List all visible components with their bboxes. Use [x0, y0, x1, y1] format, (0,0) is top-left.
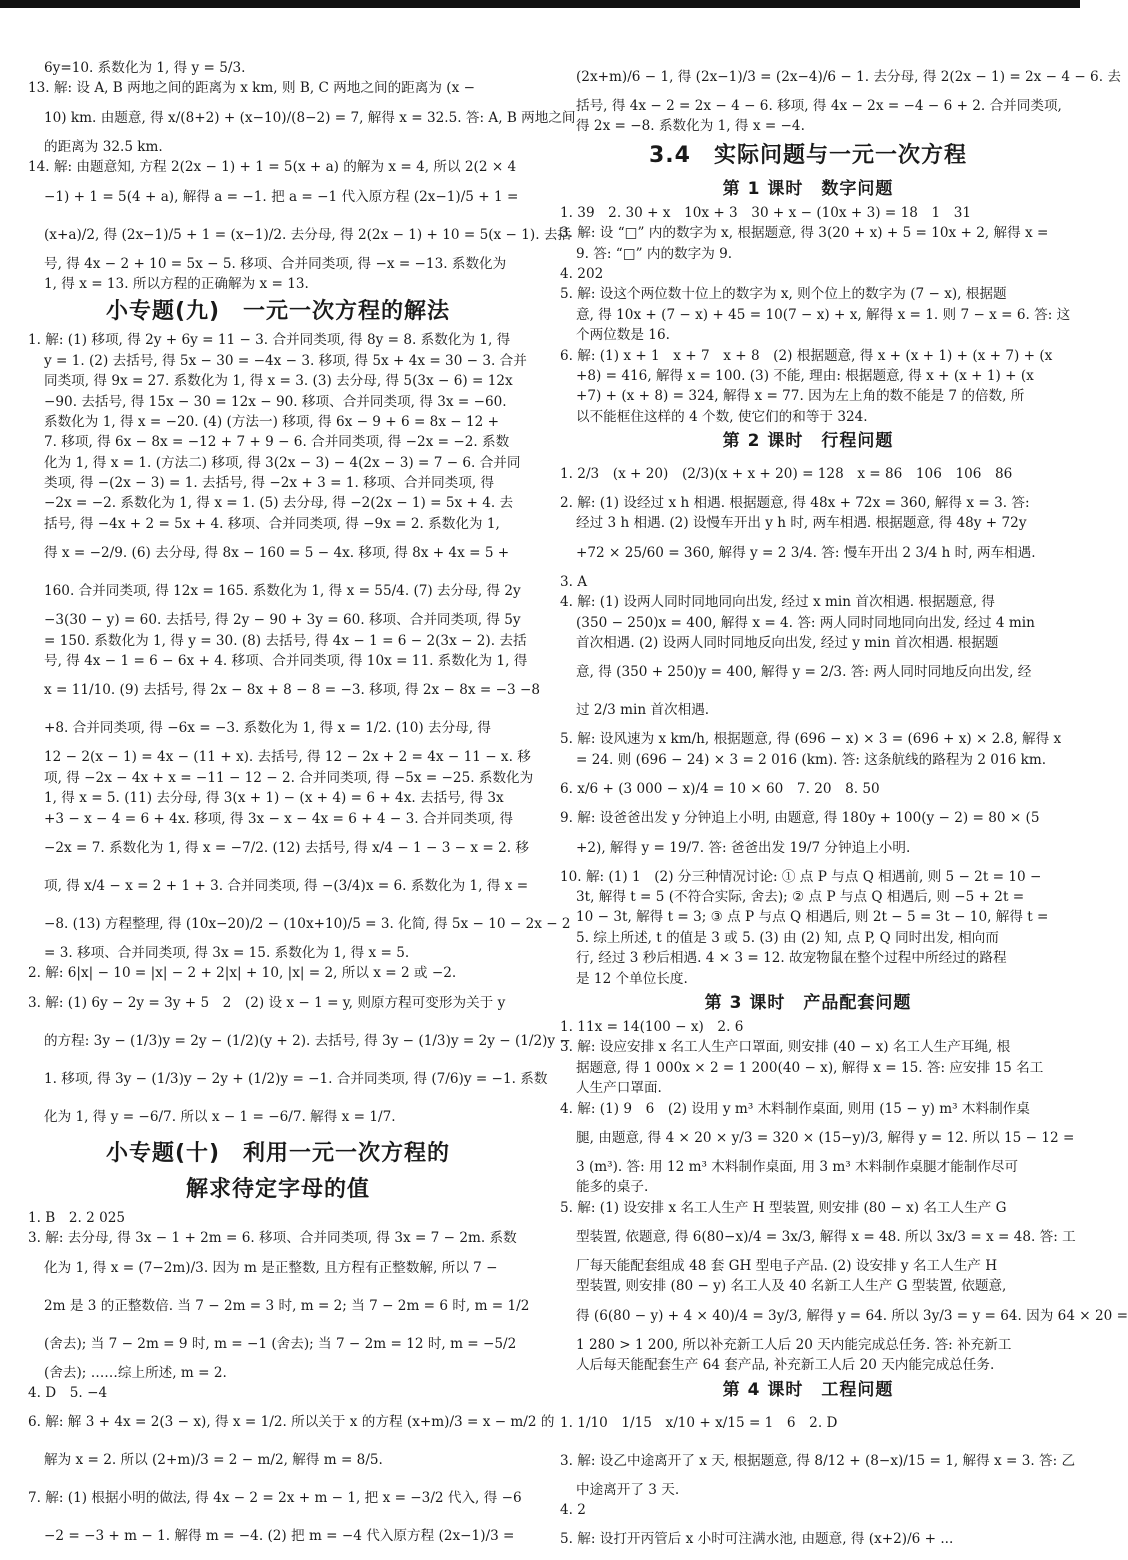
answer-line: 3. 解: 设 “□” 内的数字为 x, 根据题意, 得 3(20 + x) + 5 = 10x + 2, 解得 x =	[560, 225, 1049, 242]
answer-line: 行, 经过 3 秒后相遇. 4 × 3 = 12. 故宠物鼠在整个过程中所经过的路程	[576, 950, 1007, 967]
answer-line: 1. 解: (1) 移项, 得 2y + 6y = 11 − 3. 合并同类项, 得 8y = 8. 系数化为 1, 得	[28, 332, 511, 349]
answer-line: = 3. 移项、合并同类项, 得 3x = 15. 系数化为 1, 得 x = 5.	[44, 944, 410, 961]
answer-line: (舍去); ……综上所述, m = 2.	[44, 1364, 227, 1381]
answer-line: 6. x/6 + (3 000 − x)/4 = 10 × 60 7. 20 8. 50	[560, 781, 880, 798]
answer-line: 项, 得 x/4 − x = 2 + 1 + 3. 合并同类项, 得 −(3/4)x = 6. 系数化为 1, 得 x =	[44, 877, 529, 894]
answer-line: −3(30 − y) = 60. 去括号, 得 2y − 90 + 3y = 60. 移项、合并同类项, 得 5y	[44, 612, 521, 629]
answer-line: = 24. 则 (696 − 24) × 3 = 2 016 (km). 答: 这条航线的路程为 2 016 km.	[576, 751, 1047, 768]
answer-line: x = 11/10. (9) 去括号, 得 2x − 8x + 8 − 8 = −3. 移项, 得 2x − 8x = −3 −8	[44, 682, 541, 699]
answer-line: −1) + 1 = 5(4 + a), 解得 a = −1. 把 a = −1 代入原方程 (2x−1)/5 + 1 =	[44, 188, 519, 205]
answer-line: 7. 解: (1) 根据小明的做法, 得 4x − 2 = 2x + m − 1, 把 x = −3/2 代入, 得 −6	[28, 1490, 522, 1507]
answer-line: 1. 2/3 (x + 20) (2/3)(x + x + 20) = 128 x = 86 106 106 86	[560, 466, 1013, 483]
answer-line: 5. 解: 设打开丙管后 x 小时可注满水池, 由题意, 得 (x+2)/6 + ...	[560, 1531, 954, 1548]
answer-line: 10 − 3t, 解得 t = 3; ③ 点 P 与点 Q 相遇后, 则 2t − 5 = 3t − 10, 解得 t =	[576, 909, 1049, 926]
answer-line: −2 = −3 + m − 1. 解得 m = −4. (2) 把 m = −4 代入原方程 (2x−1)/3 =	[44, 1528, 515, 1545]
answer-line: 系数化为 1, 得 x = −20. (4) (方法一) 移项, 得 6x − 9 + 6 = 8x − 12 +	[44, 413, 500, 430]
answer-line: 项, 得 −2x − 4x + x = −11 − 12 − 2. 合并同类项, 得 −5x = −25. 系数化为	[44, 769, 534, 786]
answer-line: 型装置, 则安排 (80 − y) 名工人及 40 名新工人生产 G 型装置, 依题意,	[576, 1278, 1007, 1295]
answer-line: 解为 x = 2. 所以 (2+m)/3 = 2 − m/2, 解得 m = 8/5.	[44, 1452, 383, 1469]
answer-line: 意, 得 (350 + 250)y = 400, 解得 y = 2/3. 答: 两人同时同地反向出发, 经	[576, 664, 1032, 681]
answer-line: 经过 3 h 相遇. (2) 设慢车开出 y h 时, 两车相遇. 根据题意, 得 48y + 72y	[576, 515, 1027, 532]
answer-line: 3 (m³). 答: 用 12 m³ 木料制作桌面, 用 3 m³ 木料制作桌腿才能制作尽可	[576, 1158, 1019, 1175]
answer-line: 13. 解: 设 A, B 两地之间的距离为 x km, 则 B, C 两地之间的距离为 (x −	[28, 80, 475, 97]
answer-line: 意, 得 10x + (7 − x) + 45 = 10(7 − x) + x, 解得 x = 1. 则 7 − x = 6. 答: 这	[576, 306, 1071, 323]
answer-line: 5. 解: 设风速为 x km/h, 根据题意, 得 (696 − x) × 3 = (696 + x) × 2.8, 解得 x	[560, 731, 1062, 748]
answer-line: +8. 合并同类项, 得 −6x = −3. 系数化为 1, 得 x = 1/2. (10) 去分母, 得	[44, 720, 491, 737]
answer-line: 过 2/3 min 首次相遇.	[576, 702, 710, 719]
answer-line: 型装置, 依题意, 得 6(80−x)/4 = 3x/3, 解得 x = 48. 所以 3x/3 = x = 48. 答: 工	[576, 1229, 1076, 1246]
answer-line: 的方程: 3y − (1/3)y = 2y − (1/2)(y + 2). 去括号, 得 3y − (1/3)y = 2y − (1/2)y −	[44, 1032, 571, 1049]
answer-line: 14. 解: 由题意知, 方程 2(2x − 1) + 1 = 5(x + a) 的解为 x = 4, 所以 2(2 × 4	[28, 159, 517, 176]
answer-line: 4. 202	[560, 265, 604, 282]
answer-line: 6y=10. 系数化为 1, 得 y = 5/3.	[44, 60, 246, 76]
answer-line: 化为 1, 得 x = (7−2m)/3. 因为 m 是正整数, 且方程有正整数解, 所以 7 −	[44, 1259, 498, 1276]
topic-heading: 解求待定字母的值	[185, 1176, 370, 1202]
answer-line: 1. 移项, 得 3y − (1/3)y − 2y + (1/2)y = −1. 合并同类项, 得 (7/6)y = −1. 系数	[44, 1070, 548, 1087]
answer-line: 6. 解: (1) x + 1 x + 7 x + 8 (2) 根据题意, 得 x + (x + 1) + (x + 7) + (x	[560, 347, 1053, 364]
answer-line: +72 × 25/60 = 360, 解得 y = 2 3/4. 答: 慢车开出 2 3/4 h 时, 两车相遇.	[576, 544, 1036, 561]
answer-line: +8) = 416, 解得 x = 100. (3) 不能, 理由: 根据题意, 得 x + (x + 1) + (x	[576, 367, 1034, 384]
answer-line: 1. B 2. 2 025	[28, 1209, 126, 1226]
answer-line: 9. 解: 设爸爸出发 y 分钟追上小明, 由题意, 得 180y + 100(y − 2) = 80 × (5	[560, 810, 1040, 827]
answer-line: −2x = −2. 系数化为 1, 得 x = 1. (5) 去分母, 得 −2(2x − 1) = 5x + 4. 去	[44, 495, 514, 512]
answer-line: 3. 解: 设应安排 x 名工人生产口罩面, 则安排 (40 − x) 名工人生产耳绳, 根	[560, 1039, 1011, 1056]
answer-line: 号, 得 4x − 1 = 6 − 6x + 4. 移项、合并同类项, 得 10x = 11. 系数化为 1, 得	[44, 653, 528, 670]
answer-line: 10. 解: (1) 1 (2) 分三种情况讨论: ① 点 P 与点 Q 相遇前, 则 5 − 2t = 10 −	[560, 868, 1042, 885]
answer-line: 得 (6(80 − y) + 4 × 40)/4 = 3y/3, 解得 y = 64. 所以 3y/3 = y = 64. 因为 64 × 20 =	[576, 1307, 1128, 1324]
answer-line: 1. 1/10 1/15 x/10 + x/15 = 1 6 2. D	[560, 1414, 838, 1431]
answer-line: 6. 解: 解 3 + 4x = 2(3 − x), 得 x = 1/2. 所以关于 x 的方程 (x+m)/3 = x − m/2 的	[28, 1414, 555, 1431]
answer-line: 4. 解: (1) 设两人同时同地同向出发, 经过 x min 首次相遇. 根据题意, 得	[560, 594, 995, 611]
answer-line: 同类项, 得 9x = 27. 系数化为 1, 得 x = 3. (3) 去分母, 得 5(3x − 6) = 12x	[44, 373, 513, 390]
answer-line: 能多的桌子.	[576, 1179, 649, 1196]
page-top-border	[0, 0, 1080, 8]
answer-line: 5. 解: (1) 设安排 x 名工人生产 H 型装置, 则安排 (80 − x) 名工人生产 G	[560, 1199, 1007, 1216]
answer-line: 人生产口罩面.	[576, 1080, 662, 1097]
answer-line: 2. 解: 6|x| − 10 = |x| − 2 + 2|x| + 10, |x| = 2, 所以 x = 2 或 −2.	[28, 965, 457, 982]
answer-line: 4. D 5. −4	[28, 1384, 108, 1401]
answer-line: −8. (13) 方程整理, 得 (10x−20)/2 − (10x+10)/5 = 3. 化简, 得 5x − 10 − 2x − 2	[44, 915, 571, 932]
answer-line: 以不能框住这样的 4 个数, 使它们的和等于 324.	[576, 408, 868, 425]
answer-line: 5. 综上所述, t 的值是 3 或 5. (3) 由 (2) 知, 点 P, Q 同时出发, 相向而	[576, 929, 999, 946]
answer-line: 的距离为 32.5 km.	[44, 138, 163, 155]
answer-line: 7. 移项, 得 6x − 8x = −12 + 7 + 9 − 6. 合并同类项, 得 −2x = −2. 系数	[44, 434, 510, 451]
answer-line: 12 − 2(x − 1) = 4x − (11 + x). 去括号, 得 12 − 2x + 2 = 4x − 11 − x. 移	[44, 749, 531, 766]
answer-line: 3. A	[560, 573, 588, 590]
answer-line: 2. 解: (1) 设经过 x h 相遇. 根据题意, 得 48x + 72x = 360, 解得 x = 3. 答:	[560, 495, 1030, 512]
answer-line: 腿, 由题意, 得 4 × 20 × y/3 = 320 × (15−y)/3, 解得 y = 12. 所以 15 − 12 =	[576, 1129, 1075, 1146]
answer-line: 人后每天能配套生产 64 套产品, 补充新工人后 20 天内能完成总任务.	[576, 1357, 995, 1374]
answer-line: 1 280 > 1 200, 所以补充新工人后 20 天内能完成总任务. 答: 补充新工	[576, 1336, 1012, 1353]
answer-line: = 150. 系数化为 1, 得 y = 30. (8) 去括号, 得 4x − 1 = 6 − 2(3x − 2). 去括	[44, 632, 527, 649]
answer-line: 类项, 得 −(2x − 3) = 1. 去括号, 得 −2x + 3 = 1. 移项、合并同类项, 得	[44, 475, 495, 492]
topic-heading: 小专题(九) 一元一次方程的解法	[105, 299, 451, 325]
answer-line: 得 2x = −8. 系数化为 1, 得 x = −4.	[576, 118, 805, 135]
answer-line: (舍去); 当 7 − 2m = 9 时, m = −1 (舍去); 当 7 − 2m = 12 时, m = −5/2	[44, 1335, 517, 1352]
answer-line: −2x = 7. 系数化为 1, 得 x = −7/2. (12) 去括号, 得 x/4 − 1 − 3 − x = 2. 移	[44, 839, 529, 856]
answer-line: 4. 2	[560, 1502, 586, 1519]
answer-line: 得 x = −2/9. (6) 去分母, 得 8x − 160 = 5 − 4x. 移项, 得 8x + 4x = 5 +	[44, 545, 510, 562]
answer-line: 个两位数是 16.	[576, 327, 670, 344]
answer-line: 号, 得 4x − 2 + 10 = 5x − 5. 移项、合并同类项, 得 −x = −13. 系数化为	[44, 255, 507, 272]
right-column	[560, 58, 1128, 1558]
lesson-heading: 第 4 课时 工程问题	[722, 1379, 894, 1400]
answer-line: 据题意, 得 1 000x × 2 = 1 200(40 − x), 解得 x = 15. 答: 应安排 15 名工	[576, 1059, 1044, 1076]
answer-line: 是 12 个单位长度.	[576, 970, 688, 987]
answer-line: 2m 是 3 的正整数倍. 当 7 − 2m = 3 时, m = 2; 当 7 − 2m = 6 时, m = 1/2	[44, 1297, 530, 1314]
answer-line: 5. 解: 设这个两位数十位上的数字为 x, 则个位上的数字为 (7 − x), 根据题	[560, 286, 1007, 303]
section-heading: 3.4 实际问题与一元一次方程	[649, 142, 967, 168]
answer-line: 3. 解: 设乙中途离开了 x 天, 根据题意, 得 8/12 + (8−x)/15 = 1, 解得 x = 3. 答: 乙	[560, 1452, 1076, 1469]
answer-line: 厂每天能配套组成 48 套 GH 型电子产品. (2) 设安排 y 名工人生产 H	[576, 1258, 998, 1275]
answer-line: (2x+m)/6 − 1, 得 (2x−1)/3 = (2x−4)/6 − 1. 去分母, 得 2(2x − 1) = 2x − 4 − 6. 去	[576, 69, 1121, 85]
answer-line: 中途离开了 3 天.	[576, 1481, 680, 1498]
lesson-heading: 第 1 课时 数字问题	[722, 178, 894, 199]
answer-line: 160. 合并同类项, 得 12x = 165. 系数化为 1, 得 x = 55/4. (7) 去分母, 得 2y	[44, 583, 521, 600]
answer-line: 3t, 解得 t = 5 (不符合实际, 舍去); ② 点 P 与点 Q 相遇后, 则 −5 + 2t =	[576, 888, 1025, 905]
answer-line: 3. 解: 去分母, 得 3x − 1 + 2m = 6. 移项、合并同类项, 得 3x = 7 − 2m. 系数	[28, 1230, 517, 1247]
answer-line: −90. 去括号, 得 15x − 30 = 12x − 90. 移项、合并同类项, 得 3x = −60.	[44, 393, 507, 410]
answer-line: 1. 39 2. 30 + x 10x + 3 30 + x − (10x + 3) = 18 1 31	[560, 204, 972, 221]
answer-line: 括号, 得 4x − 2 = 2x − 4 − 6. 移项, 得 4x − 2x = −4 − 6 + 2. 合并同类项,	[576, 98, 1062, 114]
answer-line: 9. 答: “□” 内的数字为 9.	[576, 245, 733, 262]
answer-line: 1. 11x = 14(100 − x) 2. 6	[560, 1018, 744, 1035]
lesson-heading: 第 3 课时 产品配套问题	[704, 992, 912, 1013]
answer-line: +2), 解得 y = 19/7. 答: 爸爸出发 19/7 分钟追上小明.	[576, 839, 911, 856]
answer-line: (x+a)/2, 得 (2x−1)/5 + 1 = (x−1)/2. 去分母, 得 2(2x − 1) + 10 = 5(x − 1). 去括	[44, 226, 572, 243]
answer-line: y = 1. (2) 去括号, 得 5x − 30 = −4x − 3. 移项, 得 5x + 4x = 30 − 3. 合并	[44, 352, 527, 369]
answer-line: (350 − 250)x = 400, 解得 x = 4. 答: 两人同时同地同向出发, 经过 4 min	[576, 614, 1035, 631]
answer-line: 4. 解: (1) 9 6 (2) 设用 y m³ 木料制作桌面, 则用 (15 − y) m³ 木料制作桌	[560, 1100, 1030, 1117]
answer-line: +7) + (x + 8) = 324, 解得 x = 77. 因为左上角的数不能是 7 的倍数, 所	[576, 388, 1025, 405]
answer-line: 化为 1, 得 x = 1. (方法二) 移项, 得 3(2x − 3) − 4(2x − 3) = 7 − 6. 合并同	[44, 454, 521, 471]
answer-line: 化为 1, 得 y = −6/7. 所以 x − 1 = −6/7. 解得 x = 1/7.	[44, 1108, 396, 1125]
answer-line: 首次相遇. (2) 设两人同时同地反向出发, 经过 y min 首次相遇. 根据题	[576, 635, 999, 652]
answer-line: 1, 得 x = 13. 所以方程的正确解为 x = 13.	[44, 275, 309, 292]
answer-line: 括号, 得 −4x + 2 = 5x + 4. 移项、合并同类项, 得 −9x = 2. 系数化为 1,	[44, 515, 500, 532]
answer-line: 10) km. 由题意, 得 x/(8+2) + (x−10)/(8−2) = 7, 解得 x = 32.5. 答: A, B 两地之间	[44, 109, 576, 126]
answer-line: +3 − x − 4 = 6 + 4x. 移项, 得 3x − x − 4x = 6 + 4 − 3. 合并同类项, 得	[44, 810, 514, 827]
lesson-heading: 第 2 课时 行程问题	[722, 431, 894, 452]
answer-line: 1, 得 x = 5. (11) 去分母, 得 3(x + 1) − (x + 4) = 6 + 4x. 去括号, 得 3x	[44, 790, 504, 807]
answer-line: 3. 解: (1) 6y − 2y = 3y + 5 2 (2) 设 x − 1 = y, 则原方程可变形为关于 y	[28, 994, 506, 1011]
topic-heading: 小专题(十) 利用一元一次方程的	[105, 1140, 451, 1166]
